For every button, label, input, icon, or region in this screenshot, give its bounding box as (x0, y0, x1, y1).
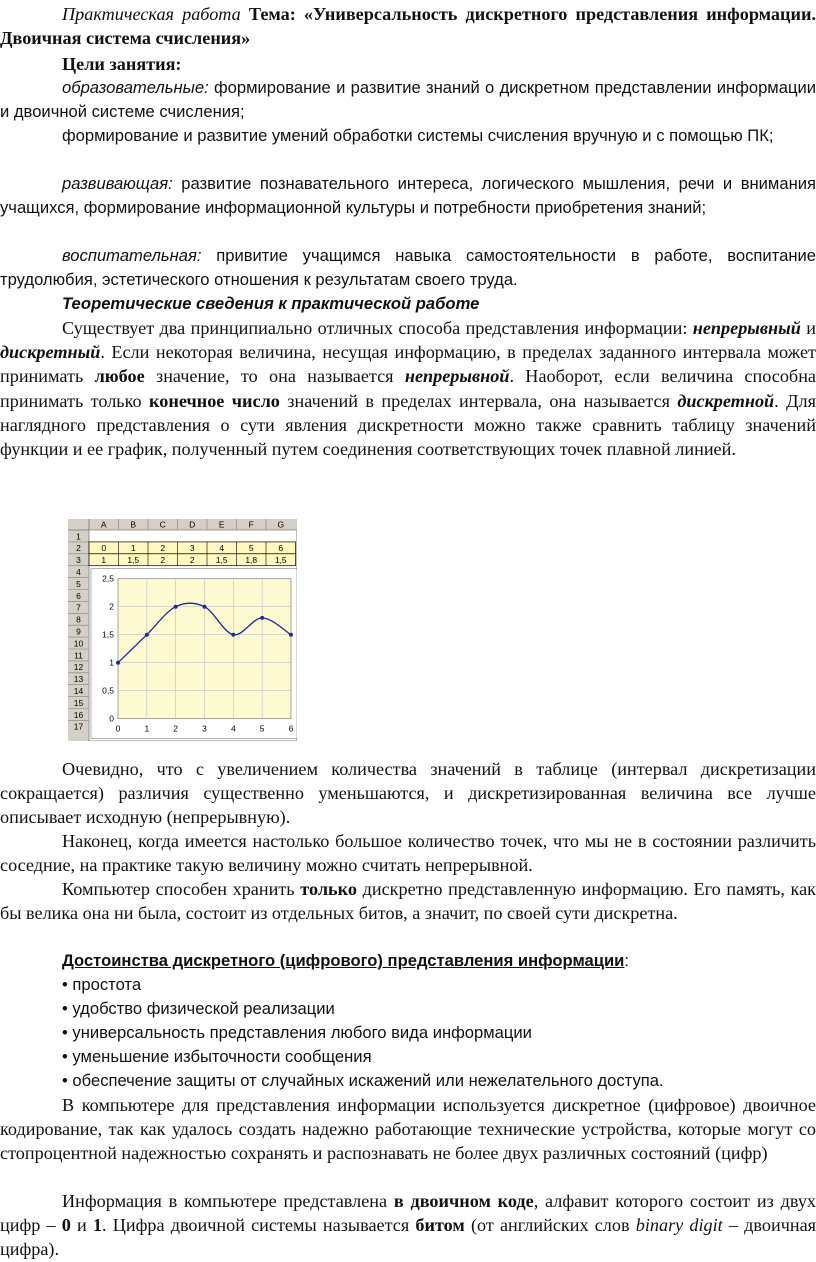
data-point (145, 633, 149, 637)
column-header: C (159, 519, 166, 530)
table-cell: 1,5 (127, 555, 140, 566)
x-tick-label: 5 (259, 723, 265, 734)
data-point (116, 661, 120, 665)
x-tick-label: 0 (115, 723, 121, 734)
row-header: 14 (73, 686, 84, 696)
row-header: 16 (73, 709, 84, 720)
column-header: E (218, 519, 225, 530)
document-title: Практическая работа Тема: «Универсальность дискретного представления информации. Двоичная система счисления» (0, 4, 816, 49)
table-cell: 1 (101, 555, 107, 566)
data-point (174, 605, 178, 609)
data-point (231, 633, 235, 637)
table-cell: 1 (130, 543, 136, 554)
column-header: F (248, 519, 254, 530)
table-cell: 1,5 (274, 555, 287, 566)
y-tick-label: 0,5 (102, 685, 114, 696)
y-tick-label: 0 (109, 713, 114, 724)
column-header: D (189, 519, 196, 530)
y-tick-label: 1,5 (102, 629, 114, 640)
table-cell: 2 (160, 555, 166, 566)
x-tick-label: 6 (288, 723, 294, 734)
advantage-item: • уменьшение избыточности сообщения (62, 1047, 372, 1066)
y-tick-label: 2 (109, 601, 114, 612)
theory-paragraph: Существует два принципиально отличных способа представления информации: непрерывный и дискретный. Если некоторая величина, несущая информацию, в пределах заданного интервала может принимать любое значение, то она называется непрерывной. Наоборот, если величина способна принимать только конечное число значений в пределах интервала, она называется дискретной. Для наглядного представления о сути явления дискретности можно также сравнить таблицу значений функции и ее график, полученный путем соединения соответствующих точек плавной линией. (0, 318, 816, 460)
goal-educational: образовательные: формирование и развитие знаний о дискретном представлении информации и двоичной системе счисления; (0, 78, 816, 122)
goals-heading: Цели занятия: (62, 54, 182, 74)
row-header: 11 (74, 650, 83, 661)
table-cell: 0 (101, 543, 107, 554)
table-cell: 1,8 (245, 555, 258, 566)
row-header: 9 (76, 626, 81, 637)
row-header: 2 (76, 543, 81, 554)
x-tick-label: 3 (202, 723, 207, 734)
data-point (203, 605, 207, 609)
column-header: A (100, 519, 107, 530)
x-tick-label: 4 (230, 723, 236, 734)
row-header: 6 (76, 590, 81, 601)
row-header: 12 (73, 662, 84, 673)
advantage-item: • простота (62, 975, 142, 994)
row-header: 1 (76, 531, 81, 542)
row-header: 7 (76, 602, 81, 613)
paragraph-binary-code: Информация в компьютере представлена в двоичном коде, алфавит которого состоит из двух цифр – 0 и 1. Цифра двоичной системы называется битом (от английских слов binary digit – двоичная цифра). (0, 1191, 816, 1260)
row-header: 13 (73, 674, 84, 685)
y-tick-label: 1 (109, 657, 114, 668)
goal-developing: развивающая: развитие познавательного интереса, логического мышления, речи и внимания учащихся, формирование информационной культуры и потребности приобретения знаний; (0, 174, 816, 218)
table-cell: 2 (189, 555, 195, 566)
table-cell: 6 (278, 543, 284, 554)
advantage-item: • обеспечение защиты от случайных искажений или нежелательного доступа. (62, 1071, 664, 1090)
paragraph-binary-coding: В компьютере для представления информации используется дискретное (цифровое) двоичное кодирование, так как удалось создать надежно работающие технические устройства, которые могут со стопроцентной надежностью сохранять и распознавать не более двух различных состояний (цифр) (0, 1095, 816, 1164)
advantages-heading: Достоинства дискретного (цифрового) представления информации: (62, 951, 629, 970)
x-tick-label: 2 (173, 723, 179, 734)
goal-upbringing: воспитательная: привитие учащимся навыка самостоятельности в работе, воспитание трудолюбия, эстетического отношения к результатам своего труда. (0, 246, 816, 290)
row-header: 4 (76, 567, 81, 577)
row-header: 15 (73, 697, 84, 708)
paragraph-computer-memory: Компьютер способен хранить только дискретно представленную информацию. Его память, как бы велика она ни была, состоит из отдельных битов, а значит, по своей сути дискретна. (0, 879, 816, 924)
goal-educational-2: формирование и развитие умений обработки системы счисления вручную и с помощью ПК; (62, 126, 774, 145)
column-header: G (277, 519, 285, 530)
chart (91, 569, 297, 739)
row-header: 3 (76, 555, 81, 566)
row-header: 8 (76, 614, 81, 625)
row-header: 5 (76, 578, 81, 589)
data-point (289, 633, 293, 637)
sheet-table (89, 542, 296, 566)
table-cell: 2 (160, 543, 166, 554)
x-tick-label: 1 (144, 723, 150, 734)
row-header: 17 (73, 721, 84, 732)
advantage-item: • универсальность представления любого вида информации (62, 1023, 532, 1042)
column-header: B (130, 519, 137, 530)
spreadsheet-figure (68, 519, 297, 741)
table-cell: 1,5 (215, 555, 228, 566)
table-cell: 3 (189, 543, 195, 554)
row-header: 10 (73, 638, 84, 649)
data-point (260, 616, 264, 620)
advantage-item: • удобство физической реализации (62, 999, 335, 1018)
table-cell: 4 (219, 543, 225, 554)
paragraph-continuous: Наконец, когда имеется настолько большое количество точек, что мы не в состоянии различить соседние, на практике такую величину можно считать непрерывной. (0, 831, 816, 876)
y-tick-label: 2,5 (102, 573, 114, 584)
paragraph-discretization: Очевидно, что с увеличением количества значений в таблице (интервал дискретизации сокращается) различия существенно уменьшаются, и дискретизированная величина все лучше описывает исходную (непрерывную). (0, 759, 816, 828)
table-cell: 5 (248, 543, 254, 554)
theory-heading: Теоретические сведения к практической работе (62, 294, 480, 313)
